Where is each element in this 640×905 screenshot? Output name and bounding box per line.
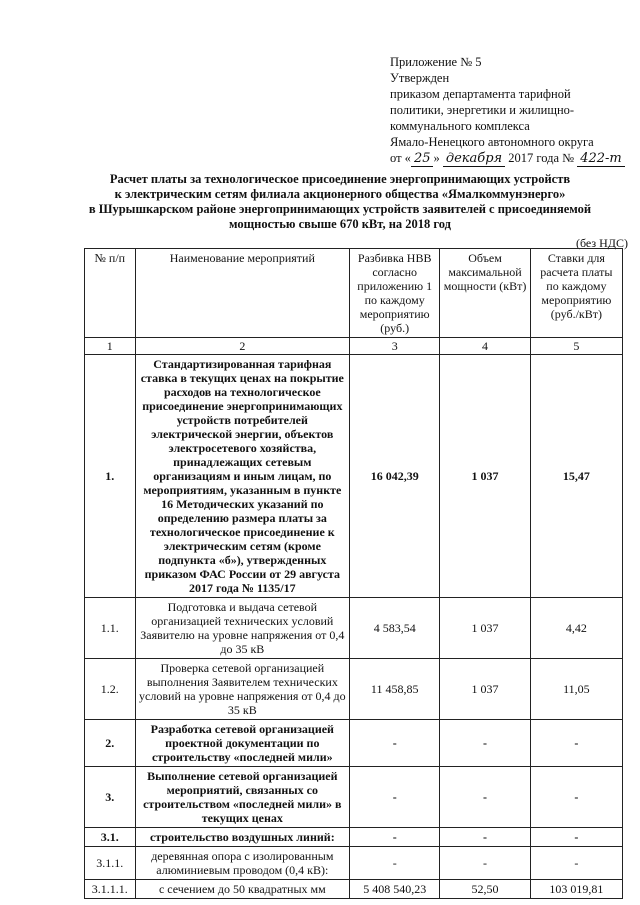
row-nvv: 5 408 540,23 — [350, 880, 440, 899]
approval-text-1: приказом департамента тарифной — [390, 87, 571, 101]
row-rate: 103 019,81 — [530, 880, 622, 899]
row-power: 1 037 — [440, 598, 530, 659]
row-power: - — [440, 720, 530, 767]
row-power: 1 037 — [440, 355, 530, 598]
title-line-2: к электрическим сетям филиала акционерного общества «Ямалкоммунэнерго» — [114, 187, 566, 201]
title-line-3: в Шурышкарском районе энергопринимающих устройств заявителей с присоединяемой — [88, 202, 592, 216]
row-power: - — [440, 828, 530, 847]
document-title — [60, 172, 620, 232]
row-rate: - — [530, 847, 622, 880]
table-row — [85, 720, 623, 767]
row-nvv: - — [350, 720, 440, 767]
date-prefix: от « — [390, 151, 411, 165]
row-rate: - — [530, 720, 622, 767]
approval-date-line — [390, 150, 630, 167]
column-number: 1 — [85, 338, 136, 355]
row-number: 3.1. — [85, 828, 136, 847]
handwritten-month: декабря — [443, 151, 505, 167]
row-number: 1.2. — [85, 659, 136, 720]
row-nvv: 16 042,39 — [350, 355, 440, 598]
header-number: № п/п — [85, 249, 136, 338]
header-rate: Ставки для расчета платы по каждому мероприятию (руб./кВт) — [530, 249, 622, 338]
row-power: 52,50 — [440, 880, 530, 899]
row-nvv: - — [350, 767, 440, 828]
row-number: 1. — [85, 355, 136, 598]
column-number: 4 — [440, 338, 530, 355]
row-rate: 15,47 — [530, 355, 622, 598]
table-row — [85, 659, 623, 720]
row-name: Разработка сетевой организацией проектной документации по строительству «последней мили» — [135, 720, 349, 767]
row-number: 1.1. — [85, 598, 136, 659]
approval-text-4: Ямало-Ненецкого автономного округа — [390, 135, 594, 149]
approval-text-3: коммунального комплекса — [390, 119, 530, 133]
header-activity-name: Наименование мероприятий — [135, 249, 349, 338]
row-power: - — [440, 767, 530, 828]
date-close: » — [433, 151, 440, 165]
vat-note: (без НДС) — [575, 236, 628, 250]
row-name: деревянная опора с изолированным алюминиевым проводом (0,4 кВ): — [135, 847, 349, 880]
row-name: Стандартизированная тарифная ставка в текущих ценах на покрытие расходов на технологическое присоединение энергопринимающих устройств потребителей электрической энергии, объектов электросетевого хозяйства, принадлежащих сетевым организациям и иным лицам, по мероприятиям, указанным в пункте 16 Методических указаний по определению размера платы за технологическое присоединение к электрическим сетям (кроме подпункта «б»), утвержденных приказом ФАС России от 29 августа 2017 года № 1135/17 — [135, 355, 349, 598]
table-row — [85, 355, 623, 598]
row-nvv: - — [350, 828, 440, 847]
fee-calculation-table — [84, 248, 623, 899]
row-nvv: 4 583,54 — [350, 598, 440, 659]
year-text: 2017 года № — [508, 151, 575, 165]
row-name: Подготовка и выдача сетевой организацией технических условий Заявителю на уровне напряжения от 0,4 до 35 кВ — [135, 598, 349, 659]
table-row — [85, 847, 623, 880]
handwritten-day: 25 — [411, 151, 434, 167]
table-row — [85, 767, 623, 828]
row-number: 3. — [85, 767, 136, 828]
approval-text-2: политики, энергетики и жилищно- — [390, 103, 575, 117]
row-name: Проверка сетевой организацией выполнения Заявителем технических условий на уровне напряжения от 0,4 до 35 кВ — [135, 659, 349, 720]
row-nvv: - — [350, 847, 440, 880]
row-name: Выполнение сетевой организацией мероприятий, связанных со строительством «последней мили» в текущих ценах — [135, 767, 349, 828]
row-nvv: 11 458,85 — [350, 659, 440, 720]
row-rate: - — [530, 828, 622, 847]
row-power: 1 037 — [440, 659, 530, 720]
header-power: Объем максимальной мощности (кВт) — [440, 249, 530, 338]
row-name: с сечением до 50 квадратных мм — [135, 880, 349, 899]
table-row — [85, 828, 623, 847]
row-rate: 4,42 — [530, 598, 622, 659]
handwritten-order-number: 422-т — [577, 151, 625, 167]
approved-label: Утвержден — [390, 71, 450, 85]
approval-block — [390, 54, 630, 167]
row-power: - — [440, 847, 530, 880]
title-line-4: мощностью свыше 670 кВт, на 2018 год — [228, 217, 451, 231]
row-name: строительство воздушных линий: — [135, 828, 349, 847]
row-rate: - — [530, 767, 622, 828]
table-row — [85, 880, 623, 899]
row-number: 3.1.1.1. — [85, 880, 136, 899]
appendix-number: Приложение № 5 — [390, 55, 482, 69]
header-nvv: Разбивка НВВ согласно приложению 1 по каждому мероприятию (руб.) — [350, 249, 440, 338]
row-rate: 11,05 — [530, 659, 622, 720]
column-number: 3 — [350, 338, 440, 355]
column-number: 2 — [135, 338, 349, 355]
table-header-row — [85, 249, 623, 338]
column-number-row — [85, 338, 623, 355]
title-line-1: Расчет платы за технологическое присоединение энергопринимающих устройств — [109, 172, 571, 186]
table-row — [85, 598, 623, 659]
row-number: 3.1.1. — [85, 847, 136, 880]
column-number: 5 — [530, 338, 622, 355]
row-number: 2. — [85, 720, 136, 767]
